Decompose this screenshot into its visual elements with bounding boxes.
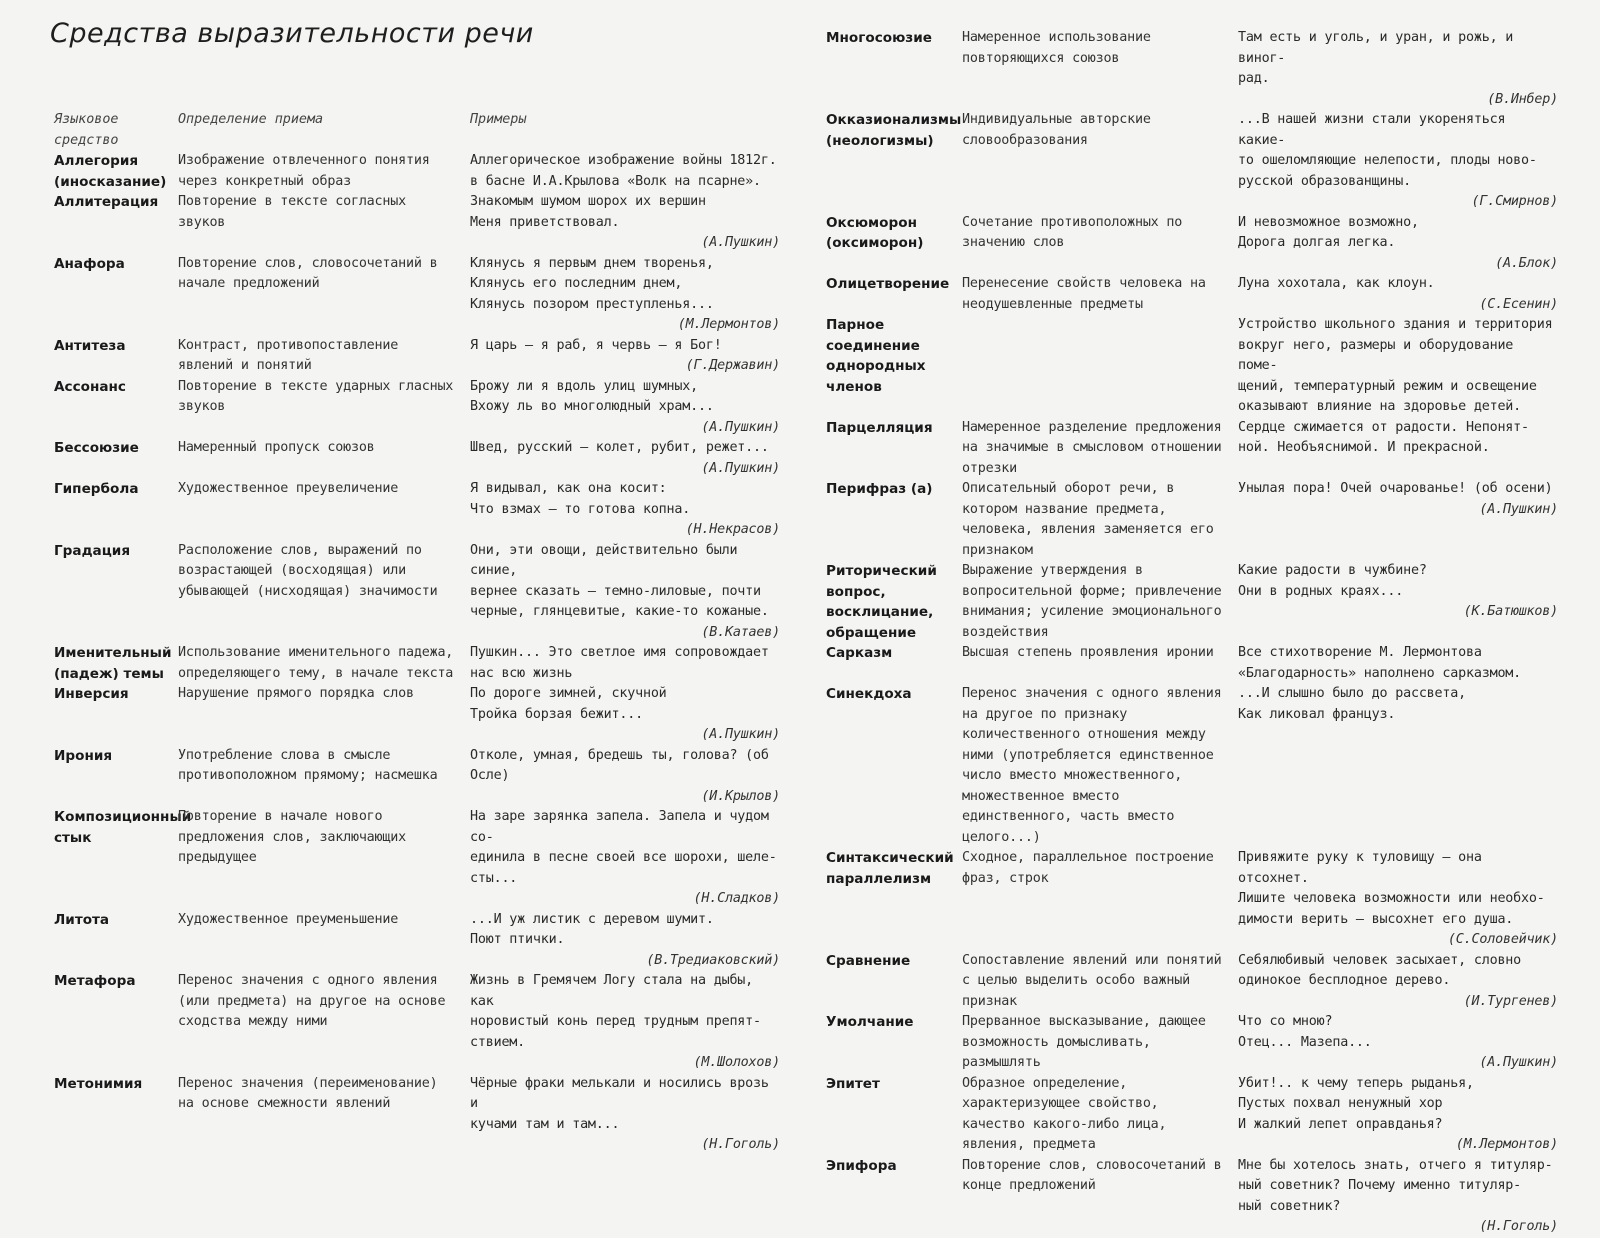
device-definition: Повторение слов, словосочетаний в конце предложений bbox=[962, 1157, 1222, 1193]
table-row bbox=[826, 479, 1586, 561]
device-definition: Перенесение свойств человека на неодушевленные предметы bbox=[962, 276, 1206, 312]
table-row bbox=[54, 1074, 794, 1156]
device-definition: Индивидуальные авторские словообразования bbox=[962, 112, 1151, 148]
device-example bbox=[1238, 1156, 1558, 1238]
example-line: Аллегорическое изображение войны 1812г. bbox=[470, 153, 777, 168]
example-line: ной. Необъяснимой. И прекрасной. bbox=[1238, 440, 1490, 455]
example-line: черные, глянцевитые, какие-то кожаные. bbox=[470, 604, 769, 619]
device-definition: Перенос значения с одного явления (или предмета) на другое на основе сходства между ними bbox=[178, 973, 446, 1029]
device-definition: Повторение в начале нового предложения слов, заключающих предыдущее bbox=[178, 809, 406, 865]
example-line: Привяжите руку к туловищу — она отсохнет. bbox=[1238, 850, 1482, 886]
example-author: (А.Пушкин) bbox=[701, 460, 780, 476]
table-row bbox=[826, 643, 1586, 684]
device-term: Ирония bbox=[54, 747, 113, 764]
example-line: ный советник? bbox=[1238, 1198, 1341, 1214]
example-author: (Н.Гоголь) bbox=[1479, 1219, 1558, 1234]
example-author: (Н.Гоголь) bbox=[701, 1137, 780, 1152]
device-term: Литота bbox=[54, 911, 110, 928]
example-line: Что со мною? bbox=[1238, 1014, 1333, 1029]
example-author: (А.Пушкин) bbox=[701, 727, 780, 742]
device-example bbox=[470, 541, 780, 644]
left-table-body bbox=[54, 151, 794, 1156]
example-line: ...И уж листик с деревом шумит. bbox=[470, 911, 714, 927]
header-examples: Примеры bbox=[470, 112, 527, 127]
device-example bbox=[470, 438, 780, 479]
example-line: «Благодарность» наполнено сарказмом. bbox=[1238, 665, 1522, 681]
example-line: Они в родных краях... bbox=[1238, 583, 1404, 599]
device-term: Аллитерация bbox=[54, 194, 159, 210]
table-row bbox=[54, 151, 794, 192]
device-term: Олицетворение bbox=[826, 276, 950, 292]
example-line: Жизнь в Гремячем Логу стала на дыбы, как bbox=[470, 973, 754, 1009]
device-definition: Прерванное высказывание, дающее возможность домысливать, размышлять bbox=[962, 1014, 1206, 1070]
device-term: Аллегория (иносказание) bbox=[54, 153, 167, 190]
device-example bbox=[470, 254, 780, 336]
example-author: (А.Блок) bbox=[1495, 255, 1558, 271]
example-author: (И.Крылов) bbox=[701, 788, 780, 804]
device-term: Гипербола bbox=[54, 481, 139, 497]
example-line: Дорога долгая легка. bbox=[1238, 235, 1396, 250]
device-definition: Сходное, параллельное построение фраз, строк bbox=[962, 850, 1214, 886]
device-example bbox=[1238, 643, 1558, 684]
device-term: Инверсия bbox=[54, 686, 129, 702]
table-row bbox=[54, 807, 794, 910]
page-title: Средства выразительности речи bbox=[50, 18, 534, 49]
example-line: Отколе, умная, бредешь ты, голова? (об bbox=[470, 747, 769, 763]
example-line: ный советник? Почему именно титуляр- bbox=[1238, 1178, 1522, 1193]
example-author: (В.Тредиаковский) bbox=[646, 952, 780, 968]
left-column bbox=[54, 110, 794, 1156]
example-line: оказывают влияние на здоровье детей. bbox=[1238, 399, 1522, 414]
example-author: (В.Инбер) bbox=[1487, 91, 1558, 107]
example-author: (Г.Смирнов) bbox=[1471, 194, 1558, 209]
example-author: (А.Пушкин) bbox=[1479, 1055, 1558, 1070]
device-definition: Художественное преувеличение bbox=[178, 481, 399, 496]
device-term: Парцелляция bbox=[826, 419, 933, 436]
example-author: (Н.Некрасов) bbox=[685, 522, 780, 537]
table-row bbox=[826, 28, 1586, 110]
device-example bbox=[470, 192, 780, 254]
device-term: Бессоюзие bbox=[54, 440, 139, 456]
example-line: Пушкин... Это светлое имя сопровождает bbox=[470, 645, 769, 660]
device-definition: Контраст, противопоставление явлений и понятий bbox=[178, 337, 399, 373]
device-term: Синекдоха bbox=[826, 686, 912, 702]
table-row bbox=[826, 848, 1586, 951]
example-line: Я царь — я раб, я червь — я Бог! bbox=[470, 337, 722, 353]
example-line: Убит!.. к чему теперь рыданья, bbox=[1238, 1075, 1474, 1091]
device-example bbox=[1238, 1012, 1558, 1074]
table-row bbox=[54, 254, 794, 336]
device-term: Именительный (падеж) темы bbox=[54, 645, 172, 682]
device-example bbox=[470, 377, 780, 439]
example-line: норовистый конь перед трудным препят- bbox=[470, 1014, 761, 1029]
example-author: (М.Шолохов) bbox=[693, 1055, 780, 1070]
device-example bbox=[1238, 684, 1558, 848]
device-definition: Выражение утверждения в вопросительной форме; привлечение внимания; усиление эмоционального воздействия bbox=[962, 563, 1222, 640]
example-line: рад. bbox=[1238, 71, 1270, 86]
device-term: Композиционный стык bbox=[54, 809, 192, 846]
example-line: одинокое бесплодное дерево. bbox=[1238, 973, 1451, 988]
example-line: вокруг него, размеры и оборудование поме- bbox=[1238, 337, 1514, 373]
device-term: Антитеза bbox=[54, 337, 126, 354]
example-line: Как ликовал француз. bbox=[1238, 706, 1396, 722]
example-line: Швед, русский — колет, рубит, режет... bbox=[470, 440, 769, 455]
device-definition: Употребление слова в смысле противоположном прямому; насмешка bbox=[178, 747, 438, 783]
table-row bbox=[54, 971, 794, 1074]
example-line: Осле) bbox=[470, 768, 510, 783]
example-line: нас всю жизнь bbox=[470, 665, 573, 681]
device-term: Оксюморон (оксиморон) bbox=[826, 214, 924, 251]
table-row bbox=[54, 377, 794, 439]
device-definition: Высшая степень проявления иронии bbox=[962, 645, 1214, 660]
example-line: И жалкий лепет оправданья? bbox=[1238, 1116, 1443, 1132]
table-row bbox=[826, 1156, 1586, 1238]
table-row bbox=[54, 684, 794, 746]
device-definition: Намеренное разделение предложения на значимые в смысловом отношении отрезки bbox=[962, 419, 1222, 476]
example-line: кучами там и там... bbox=[470, 1116, 620, 1132]
table-row bbox=[826, 274, 1586, 315]
example-line: Себялюбивый человек засыхает, словно bbox=[1238, 952, 1522, 968]
table-row bbox=[826, 1012, 1586, 1074]
example-line: Пустых похвал ненужный хор bbox=[1238, 1096, 1443, 1111]
device-definition: Повторение слов, словосочетаний в начале предложений bbox=[178, 255, 438, 291]
example-line: щений, температурный режим и освещение bbox=[1238, 378, 1537, 394]
example-line: Брожу ли я вдоль улиц шумных, bbox=[470, 378, 698, 394]
example-line: Я видывал, как она косит: bbox=[470, 481, 667, 496]
device-definition: Сопоставление явлений или понятий с целью выделить особо важный признак bbox=[962, 952, 1222, 1009]
example-line: Тройка борзая бежит... bbox=[470, 706, 643, 722]
example-author: (М.Лермонтов) bbox=[677, 317, 780, 332]
example-author: (А.Пушкин) bbox=[701, 235, 780, 250]
example-line: сты... bbox=[470, 870, 518, 886]
device-example bbox=[1238, 110, 1558, 213]
table-row bbox=[54, 438, 794, 479]
device-term: Многосоюзие bbox=[826, 30, 932, 46]
right-table-body bbox=[826, 28, 1586, 1238]
device-term: Эпифора bbox=[826, 1157, 897, 1174]
example-line: Там есть и уголь, и уран, и рожь, и виног- bbox=[1238, 30, 1514, 66]
example-author: (Г.Державин) bbox=[685, 358, 780, 373]
device-term: Синтаксический параллелизм bbox=[826, 850, 954, 887]
example-line: Что взмах — то готова копна. bbox=[470, 501, 691, 517]
device-example bbox=[470, 1074, 780, 1156]
example-line: Они, эти овощи, действительно были синие, bbox=[470, 542, 738, 578]
device-definition: Намеренный пропуск союзов bbox=[178, 440, 375, 455]
device-definition: Нарушение прямого порядка слов bbox=[178, 686, 414, 701]
example-line: Лишите человека возможности или необхо- bbox=[1238, 891, 1545, 906]
device-example bbox=[1238, 418, 1558, 480]
device-term: Умолчание bbox=[826, 1014, 914, 1030]
table-row bbox=[826, 1074, 1586, 1156]
device-definition: Описательный оборот речи, в котором название предмета, человека, явления заменяется его признаком bbox=[962, 481, 1214, 558]
device-example bbox=[470, 684, 780, 746]
example-line: Устройство школьного здания и территория bbox=[1238, 317, 1553, 332]
example-author: (В.Катаев) bbox=[701, 624, 780, 640]
table-row bbox=[54, 479, 794, 541]
device-definition: Намеренное использование повторяющихся союзов bbox=[962, 30, 1151, 66]
table-row bbox=[826, 315, 1586, 418]
device-example bbox=[1238, 561, 1558, 643]
device-term: Сравнение bbox=[826, 952, 911, 969]
example-line: вернее сказать — темно-лиловые, почти bbox=[470, 583, 761, 599]
device-example bbox=[1238, 1074, 1558, 1156]
device-definition: Расположение слов, выражений по возрастающей (восходящая) или убывающей (нисходящая) значимости bbox=[178, 542, 438, 599]
example-line: единила в песне своей все шорохи, шеле- bbox=[470, 850, 777, 865]
device-example bbox=[470, 643, 780, 684]
example-line: Вхожу ль во многолюдный храм... bbox=[470, 399, 714, 414]
device-term: Градация bbox=[54, 542, 131, 559]
example-line: На заре зарянка запела. Запела и чудом со- bbox=[470, 809, 769, 845]
example-author: (А.Пушкин) bbox=[701, 419, 780, 435]
device-term: Перифраз (а) bbox=[826, 481, 933, 497]
example-line: русской образованщины. bbox=[1238, 173, 1411, 189]
device-example bbox=[470, 910, 780, 972]
example-author: (К.Батюшков) bbox=[1463, 604, 1558, 619]
device-definition: Повторение в тексте согласных звуков bbox=[178, 194, 406, 230]
table-row bbox=[826, 951, 1586, 1013]
device-example bbox=[1238, 28, 1558, 110]
device-definition: Образное определение, характеризующее свойство, качество какого-либо лица, явления, предмета bbox=[962, 1075, 1167, 1152]
example-line: Клянусь позором преступленья... bbox=[470, 296, 714, 312]
table-row bbox=[54, 910, 794, 972]
table-row bbox=[826, 418, 1586, 480]
device-example bbox=[1238, 274, 1558, 315]
example-author: (А.Пушкин) bbox=[1479, 501, 1558, 517]
device-term: Окказионализмы (неологизмы) bbox=[826, 112, 962, 149]
device-term: Риторический вопрос, восклицание, обращение bbox=[826, 563, 937, 641]
example-line: ...И слышно было до рассвета, bbox=[1238, 686, 1466, 701]
example-line: Меня приветствовал. bbox=[470, 214, 620, 230]
header-term: Языковое средство bbox=[54, 112, 119, 148]
device-example bbox=[1238, 213, 1558, 275]
example-line: Клянусь я первым днем творенья, bbox=[470, 255, 714, 271]
device-example bbox=[470, 746, 780, 808]
device-term: Сарказм bbox=[826, 645, 893, 661]
example-author: (Н.Сладков) bbox=[693, 891, 780, 906]
device-example bbox=[470, 807, 780, 910]
example-line: ...В нашей жизни стали укореняться какие- bbox=[1238, 112, 1506, 148]
device-term: Метонимия bbox=[54, 1075, 143, 1092]
device-example bbox=[470, 971, 780, 1074]
device-definition: Использование именительного падежа, определяющего тему, в начале текста bbox=[178, 645, 454, 681]
device-example bbox=[1238, 479, 1558, 561]
example-line: димости верить — высохнет его душа. bbox=[1238, 911, 1514, 927]
header-definition: Определение приема bbox=[178, 112, 324, 127]
table-row bbox=[826, 110, 1586, 213]
device-definition: Изображение отвлеченного понятия через конкретный образ bbox=[178, 153, 430, 189]
device-example bbox=[1238, 315, 1558, 418]
device-definition: Перенос значения (переименование) на основе смежности явлений bbox=[178, 1075, 438, 1111]
example-line: Унылая пора! Очей очарованье! (об осени) bbox=[1238, 481, 1553, 496]
table-row bbox=[54, 643, 794, 684]
example-line: Чёрные фраки мелькали и носились врозь и bbox=[470, 1075, 769, 1111]
table-row bbox=[54, 541, 794, 644]
example-line: Все стихотворение М. Лермонтова bbox=[1238, 645, 1482, 660]
example-line: Отец... Мазепа... bbox=[1238, 1034, 1372, 1050]
device-example bbox=[470, 479, 780, 541]
example-line: По дороге зимней, скучной bbox=[470, 686, 667, 701]
example-line: в басне И.А.Крылова «Волк на псарне». bbox=[470, 173, 761, 189]
device-term: Парное соединение однородных членов bbox=[826, 317, 926, 395]
device-definition: Сочетание противоположных по значению слов bbox=[962, 214, 1183, 250]
table-header bbox=[54, 110, 794, 151]
example-line: Знакомым шумом шорох их вершин bbox=[470, 194, 706, 209]
example-author: (С.Есенин) bbox=[1479, 296, 1558, 312]
device-term: Метафора bbox=[54, 973, 136, 989]
device-example bbox=[1238, 951, 1558, 1013]
example-line: то ошеломляющие нелепости, плоды ново- bbox=[1238, 153, 1537, 168]
device-definition: Художественное преуменьшение bbox=[178, 911, 399, 927]
device-definition: Повторение в тексте ударных гласных звуков bbox=[178, 378, 454, 414]
device-term: Ассонанс bbox=[54, 378, 126, 395]
right-column bbox=[826, 28, 1586, 1238]
example-line: Луна хохотала, как клоун. bbox=[1238, 276, 1435, 291]
example-line: Мне бы хотелось знать, отчего я титуляр- bbox=[1238, 1157, 1553, 1173]
example-author: (И.Тургенев) bbox=[1463, 993, 1558, 1009]
example-author: (С.Соловейчик) bbox=[1447, 932, 1558, 947]
example-author: (М.Лермонтов) bbox=[1455, 1137, 1558, 1152]
table-row bbox=[826, 213, 1586, 275]
table-row bbox=[54, 336, 794, 377]
device-example bbox=[470, 336, 780, 377]
example-line: ствием. bbox=[470, 1034, 526, 1050]
example-line: Клянусь его последним днем, bbox=[470, 276, 683, 291]
device-definition bbox=[962, 315, 1224, 418]
device-term: Анафора bbox=[54, 255, 125, 272]
example-line: Поют птички. bbox=[470, 932, 565, 947]
table-row bbox=[826, 561, 1586, 643]
device-example bbox=[470, 151, 780, 192]
table-row bbox=[54, 192, 794, 254]
example-line: Какие радости в чужбине? bbox=[1238, 563, 1427, 578]
table-row bbox=[826, 684, 1586, 848]
table-row bbox=[54, 746, 794, 808]
device-term: Эпитет bbox=[826, 1075, 880, 1092]
device-definition: Перенос значения с одного явления на другое по признаку количественного отношения между ними (употребляется единственное число вместо множественного, множественное вместо единственного, часть вместо целого...) bbox=[962, 686, 1222, 845]
example-line: Сердце сжимается от радости. Непонят- bbox=[1238, 419, 1529, 435]
device-example bbox=[1238, 848, 1558, 951]
example-line: И невозможное возможно, bbox=[1238, 214, 1419, 230]
